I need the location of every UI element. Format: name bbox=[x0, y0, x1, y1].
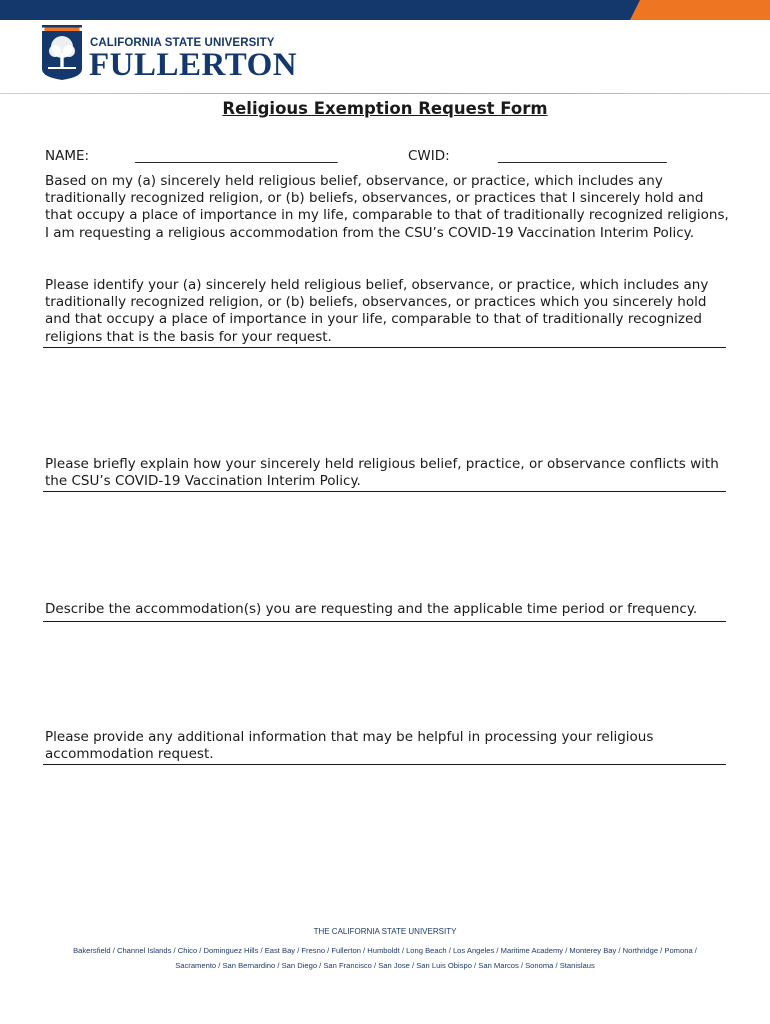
question-belief: Please identify your (a) sincerely held religious belief, observance, or practice, which includes any traditionally recognized religion, or (b) beliefs, observances, or practices which you sincerely hold and that occupy a place of importance in your life, comparable to that of traditionally recognized religions that is the basis for your request. bbox=[45, 277, 709, 345]
question-accommodation: Describe the accommodation(s) you are requesting and the applicable time period or frequency. bbox=[45, 601, 698, 617]
footer-campuses-line-1: Bakersfield / Channel Islands / Chico / Dominguez Hills / East Bay / Fresno / Fullerton / Humboldt / Long Beach / Los Angeles / Maritime Academy / Monterey Bay / Northridge / Pomona / bbox=[73, 946, 697, 955]
intro-statement: Based on my (a) sincerely held religious belief, observance, or practice, which includes any traditionally recognized religion, or (b) beliefs, observances, or practices that I sincerely hold and that occupy a place of importance in my life, comparable to that of traditionally recognized religions, I am requesting a religious accommodation from the CSU’s COVID-19 Vaccination Interim Policy. bbox=[45, 173, 729, 241]
form-title: Religious Exemption Request Form bbox=[222, 99, 548, 118]
footer-system-name: THE CALIFORNIA STATE UNIVERSITY bbox=[313, 927, 457, 936]
logo-university-line: CALIFORNIA STATE UNIVERSITY bbox=[90, 37, 275, 49]
name-field[interactable]: ______________________________ bbox=[135, 148, 338, 164]
csuf-logo bbox=[42, 25, 298, 83]
header-divider bbox=[0, 93, 770, 94]
footer-campuses-line-2: Sacramento / San Bernardino / San Diego / San Francisco / San Jose / San Luis Obispo / San Marcos / Sonoma / Stanislaus bbox=[175, 961, 595, 970]
tree-seal-icon bbox=[42, 25, 82, 80]
logo-campus-line: FULLERTON bbox=[89, 47, 298, 83]
name-label: NAME: bbox=[45, 148, 90, 164]
answer-line-belief[interactable] bbox=[43, 347, 726, 348]
question-conflict: Please briefly explain how your sincerely held religious belief, practice, or observance conflicts with the CSU’s COVID-19 Vaccination Interim Policy. bbox=[45, 456, 719, 490]
answer-line-accommodation[interactable] bbox=[43, 621, 726, 622]
cwid-label: CWID: bbox=[408, 148, 450, 164]
header-band-orange bbox=[630, 0, 770, 20]
question-additional-info: Please provide any additional information that may be helpful in processing your religious accommodation request. bbox=[45, 729, 654, 763]
answer-line-additional-info[interactable] bbox=[43, 764, 726, 765]
header-band bbox=[0, 0, 770, 20]
answer-line-conflict[interactable] bbox=[43, 491, 726, 492]
cwid-field[interactable]: _________________________ bbox=[498, 148, 667, 164]
name-cwid-row bbox=[45, 148, 735, 168]
